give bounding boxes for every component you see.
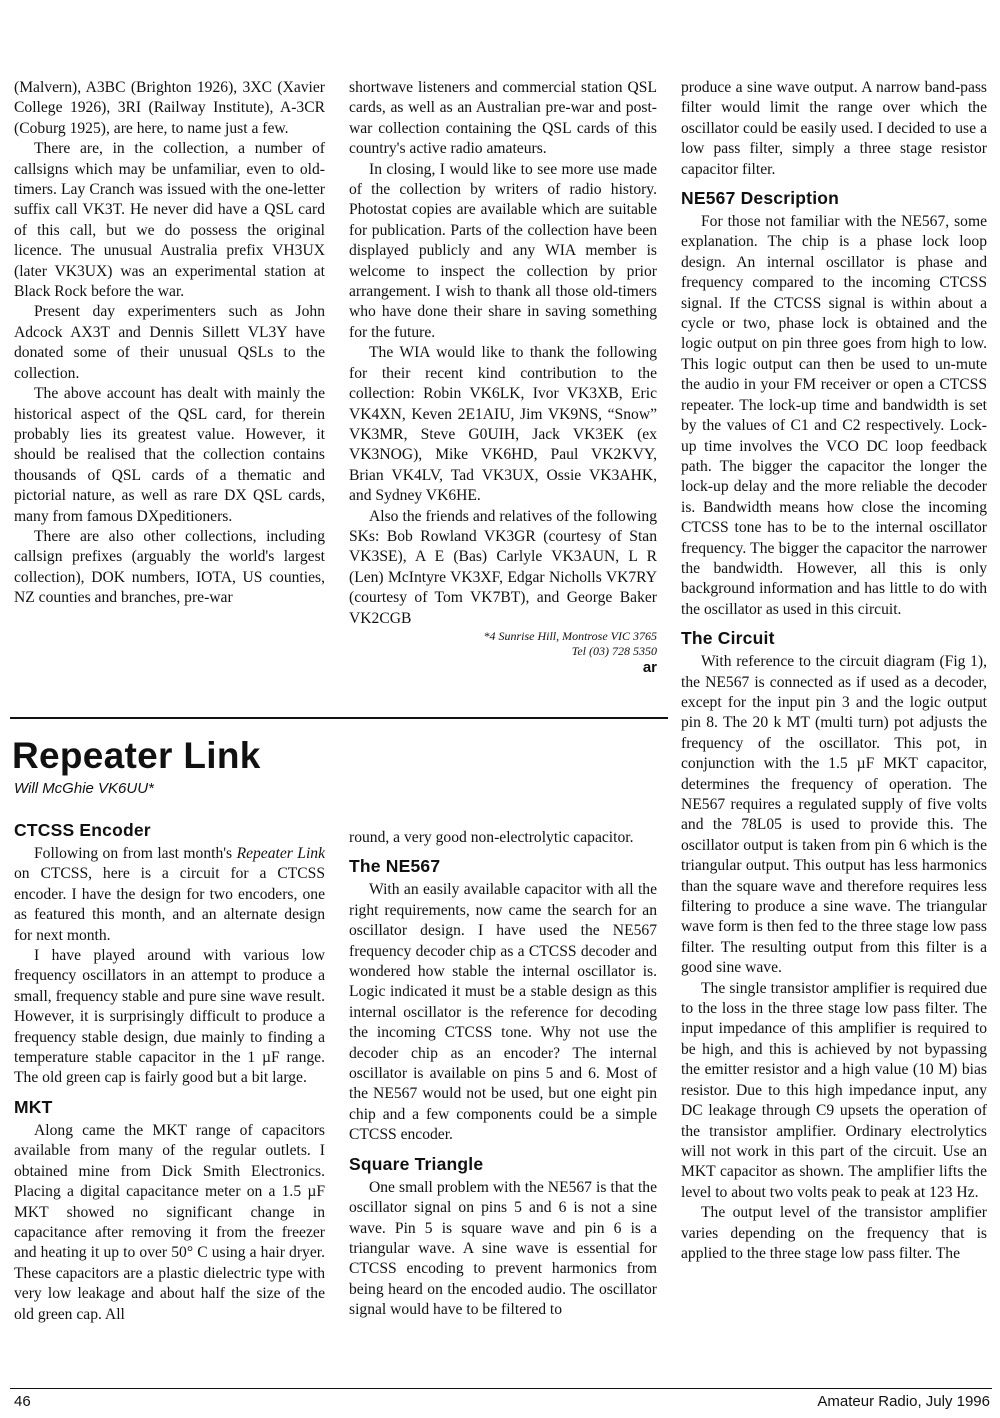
- paragraph: With an easily available capacitor with all the right requirements, now came the search for an oscillator design. I have used the NE567 frequency decoder chip as a CTCSS decoder and wondered how stable the internal oscillator is. Logic indicated it must be a stable design as this internal oscillator is the reference for decoding the incoming CTCSS tone. Why not use the decoder chip as an encoder? The internal oscillator is available on pins 5 and 6. Most of the NE567 would not be used, but one eight pin chip and a few components could be a simple CTCSS encoder.: [349, 881, 657, 1144]
- section-heading-square-triangle: Square Triangle: [349, 1153, 484, 1174]
- paragraph: (Malvern), A3BC (Brighton 1926), 3XC (Xavier College 1926), 3RI (Railway Institute), A-3CR (Coburg 1925), are here, to name just a few.: [14, 79, 325, 137]
- paragraph: round, a very good non-electrolytic capacitor.: [349, 829, 634, 846]
- column-title-reference: Repeater Link: [236, 845, 325, 862]
- paragraph: Also the friends and relatives of the following SKs: Bob Rowland VK3GR (courtesy of Stan VK3SE), A E (Bas) Carlyle VK3AUN, L R (Len) McIntyre VK3XF, Edgar Nicholls VK7RY (courtesy of Tom VK7BT), and George Baker VK2CGB: [349, 507, 657, 627]
- column-1-bottom: [14, 820, 325, 1325]
- paragraph: The output level of the transistor amplifier varies depending on the frequency that is applied to the three stage low pass filter. The: [681, 1204, 987, 1262]
- section-heading-the-circuit: The Circuit: [681, 628, 775, 649]
- column-1-top: [14, 78, 325, 609]
- author-phone: Tel (03) 728 5350: [571, 643, 657, 658]
- paragraph: shortwave listeners and commercial station QSL cards, as well as an Australian pre-war and post-war collection containing the QSL cards of this country's active radio amateurs.: [349, 79, 657, 158]
- paragraph: The single transistor amplifier is required due to the loss in the three stage low pass filter. The input impedance of this amplifier is required to be high, and this is achieved by not bypassing the emitter resistor and a high value (10 M) bias resistor. Due to this high impedance input, any DC leakage through C9 upsets the operation of the transistor amplifier. Ordinary electrolytics will not work in this part of the circuit. Use an MKT capacitor as shown. The amplifier lifts the level to about two volts peak to peak at 123 Hz.: [681, 979, 987, 1201]
- section-heading-ctcss-encoder: CTCSS Encoder: [14, 820, 151, 840]
- paragraph: The above account has dealt with mainly the historical aspect of the QSL card, for therein probably lies its greatest value. However, it should be realised that the collection contains thousands of QSL cards of a thematic and pictorial nature, as well as rare DX QSL cards, many from famous DXpeditioners.: [14, 385, 325, 525]
- section-heading-mkt: MKT: [14, 1096, 53, 1117]
- paragraph: With reference to the circuit diagram (Fig 1), the NE567 is connected as if used as a decoder, except for the input pin 3 and the logic output pin 8. The 20 k MT (multi turn) pot adjusts the frequency of the oscillator. This pot, in conjunction with the 1.5 µF MKT capacitor, determines the frequency of operation. The NE567 requires a regulated supply of five volts and the 78L05 is used to provide this. The oscillator output is taken from pin 6 which is the triangular output. This output has less harmonics than the square wave and therefore requires less filtering to produce a sine wave. The triangular wave form is then fed to the three stage low pass filter. The resulting output from this filter is a good sine wave.: [681, 653, 987, 977]
- paragraph: Along came the MKT range of capacitors available from many of the regular outlets. I obtained mine from Dick Smith Electronics. Placing a digital capacitance meter on a 1.5 µF MKT showed no significant change in capacitance after removing it from the freezer and heating it up to over 50° C using a hair dryer. These capacitors are a plastic dielectric type with very low leakage and about half the size of the old green cap. All: [14, 1121, 325, 1323]
- column-2-top: [349, 78, 657, 677]
- paragraph: In closing, I would like to see more use made of the collection by writers of radio history. Photostat copies are available which are suitable for publication. Parts of the collection have been displayed publicly and any WIA member is welcome to inspect the collection by prior arrangement. I wish to thank all those old-timers who have done their share in saving something for the future.: [349, 160, 657, 341]
- paragraph: There are, in the collection, a number of callsigns which may be unfamiliar, even to old-timers. Lay Cranch was issued with the one-letter suffix call VK3T. He never did have a QSL card of this call, but we do possess the original licence. The unusual Australia prefix VH3UX (later VK3UX) was an experimental station at Black Rock before the war.: [14, 140, 325, 301]
- author-address: *4 Sunrise Hill, Montrose VIC 3765: [483, 628, 657, 643]
- article-byline: Will McGhie VK6UU*: [14, 780, 154, 797]
- paragraph: The WIA would like to thank the following for their recent kind contribution to the collection: Robin VK6LK, Ivor VK3XB, Eric VK4XN, Keven 2E1AIU, Jim VK9NS, “Snow” VK3MR, Steve G0UIH, Jack VK3EK (ex VK3NOG), Mike VK6HD, Paul VK2KVY, Brian VK4LV, Tad VK3UX, Ossie VK3AHK, and Sydney VK6HE.: [349, 344, 657, 505]
- section-heading-ne567-description: NE567 Description: [681, 188, 840, 209]
- end-mark: ar: [642, 658, 657, 676]
- article-top-rule: [10, 717, 668, 719]
- paragraph: produce a sine wave output. A narrow band-pass filter would limit the range over which the oscillator could be easily used. I decided to use a low pass filter, simply a three stage resistor capacitor filter.: [681, 79, 987, 178]
- text-run: Following on from last month's: [34, 845, 237, 862]
- column-3: [681, 78, 987, 1264]
- footer-rule: [10, 1388, 992, 1389]
- paragraph: I have played around with various low frequency oscillators in an attempt to produce a small, frequency stable and pure sine wave result. However, it is surprisingly difficult to produce a frequency stable design, due mainly to finding a temperature stable capacitor in the 1 µF range. The old green cap is fairly good but a bit large.: [14, 947, 325, 1087]
- paragraph: One small problem with the NE567 is that the oscillator signal on pins 5 and 6 is not a sine wave. Pin 5 is square wave and pin 6 is a triangular wave. A sine wave is essential for CTCSS encoding to prevent harmonics from being heard on the encoded audio. The oscillator signal would have to be filtered to: [349, 1178, 657, 1319]
- paragraph: Present day experimenters such as John Adcock AX3T and Dennis Sillett VL3Y have donated some of their unusual QSLs to the collection.: [14, 303, 325, 382]
- paragraph: [14, 844, 325, 946]
- article-title: Repeater Link: [12, 735, 261, 776]
- column-2-bottom: [349, 828, 657, 1321]
- text-run: on CTCSS, here is a circuit for a CTCSS encoder. I have the design for two encoders, one as featured this month, and an alternate design for next month.: [14, 865, 325, 944]
- magazine-issue: Amateur Radio, July 1996: [817, 1393, 990, 1410]
- section-heading-the-ne567: The NE567: [349, 856, 441, 877]
- paragraph: For those not familiar with the NE567, some explanation. The chip is a phase lock loop design. An internal oscillator is phase and frequency compared to the incoming CTCSS signal. If the CTCSS signal is within about a cycle or two, phase lock is obtained and the logic output on pin three goes from high to low. This logic output can then be used to un-mute the audio in your FM receiver or open a CTCSS repeater. The lock-up time and bandwidth is set by the values of C1 and C2 respectively. Lock-up time involves the VCO DC loop feedback path. The bigger the capacitor the longer the lock-up delay and the more reliable the decoder is. Bandwidth means how close the incoming CTCSS tone has to be to the internal oscillator frequency. The bigger the capacitor the narrower the bandwidth. However, all this is only background information and has little to do with the oscillator as used in this circuit.: [681, 213, 987, 618]
- paragraph: There are also other collections, including callsign prefixes (arguably the world's largest collection), DOK numbers, IOTA, US counties, NZ counties and branches, pre-war: [14, 527, 325, 607]
- page-number: 46: [14, 1393, 31, 1410]
